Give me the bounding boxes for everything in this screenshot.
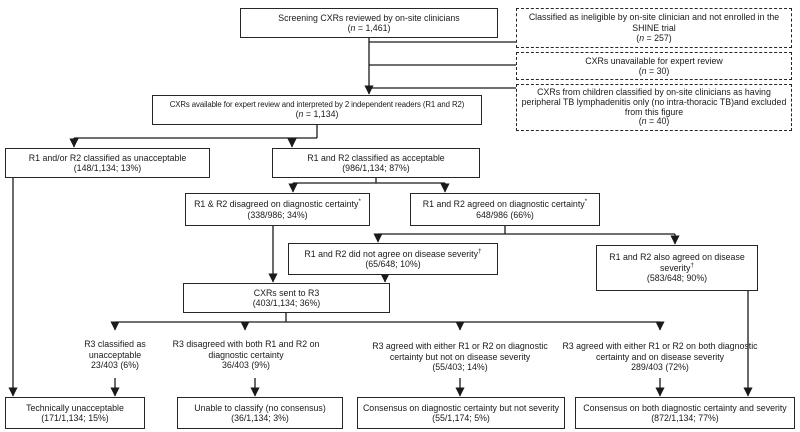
node-stat: (338/986; 34%) <box>247 209 308 220</box>
node-ineligible-excluded <box>516 8 792 48</box>
node-lymphadenitis-excluded <box>516 84 792 131</box>
node-count: (n = 257) <box>636 33 672 44</box>
node-stat: (403/1,134; 36%) <box>252 298 321 308</box>
node-stat: (583/648; 90%) <box>646 273 708 284</box>
footnote-marker: † <box>477 247 482 255</box>
node-stat: (36/1,134; 3%) <box>231 413 289 423</box>
node-title: CXRs sent to R3 <box>253 287 320 298</box>
node-stat: (55/1,174; 5%) <box>432 413 490 423</box>
node-available-for-review <box>152 95 482 125</box>
node-stat: (171/1,134; 15%) <box>41 413 109 423</box>
node-cxrs-unavailable <box>516 52 792 80</box>
node-unable-to-classify <box>177 397 343 429</box>
node-stat: (148/1,134; 13%) <box>73 163 142 173</box>
node-stat: (986/1,134; 87%) <box>342 163 410 173</box>
node-classified-unacceptable <box>5 148 210 178</box>
label-r3-agreed-certainty-only <box>352 331 568 383</box>
node-title: CXRs unavailable for expert review <box>585 55 723 66</box>
node-agreed-certainty <box>410 193 600 226</box>
label-stat: (55/403; 14%) <box>432 362 488 373</box>
label-r3-unacceptable <box>55 331 175 379</box>
node-title: CXRs from children classified by on-site clinicians as having peripheral TB lymphadenitis only (no intra-thoracic TB)and excluded from this figure <box>521 86 787 117</box>
node-title: R1 & R2 disagreed on diagnostic certainty* <box>194 198 361 210</box>
node-stat: 648/986 (66%) <box>476 209 534 220</box>
node-count: (n = 30) <box>638 66 670 76</box>
node-technically-unacceptable <box>5 397 145 429</box>
label-title: R3 disagreed with both R1 and R2 on diagnostic certainty <box>172 339 320 360</box>
footnote-marker: * <box>584 198 588 206</box>
node-count: (n = 40) <box>638 116 670 127</box>
footnote-marker: † <box>690 261 694 269</box>
label-r3-agreed-both <box>550 331 770 383</box>
node-screening-cxrs <box>240 8 498 38</box>
node-title: R1 and R2 classified as acceptable <box>307 152 445 163</box>
node-sent-to-r3 <box>183 283 390 313</box>
footnote-marker: * <box>358 198 361 206</box>
node-stat: (872/1,134; 77%) <box>651 413 719 423</box>
node-title: R1 and R2 did not agree on disease severity† <box>304 247 482 259</box>
node-title: R1 and/or R2 classified as unacceptable <box>28 152 187 163</box>
node-classified-acceptable <box>272 148 480 178</box>
label-r3-disagreed <box>158 331 334 379</box>
node-title: Screening CXRs reviewed by on-site clinicians <box>278 12 460 23</box>
label-title: R3 agreed with either R1 or R2 on both diagnostic certainty and on disease severity <box>562 341 758 362</box>
node-title: Classified as ineligible by on-site clinician and not enrolled in the SHINE trial <box>528 12 780 33</box>
node-count: (n = 1,461) <box>347 23 391 33</box>
node-title: Technically unacceptable <box>26 402 124 413</box>
label-stat: 289/403 (72%) <box>631 362 689 373</box>
node-title: Unable to classify (no consensus) <box>194 402 326 413</box>
label-stat: 36/403 (9%) <box>222 360 270 371</box>
node-consensus-both <box>575 397 795 429</box>
node-severity-agreement <box>596 245 758 291</box>
node-consensus-certainty-only <box>357 397 565 429</box>
node-title: Consensus on both diagnostic certainty and severity <box>583 402 787 413</box>
node-no-severity-agreement <box>288 243 498 275</box>
node-disagreed-certainty <box>185 193 370 226</box>
node-title: R1 and R2 agreed on diagnostic certainty* <box>422 198 588 210</box>
label-title: R3 classified as unacceptable <box>84 339 146 360</box>
node-title: Consensus on diagnostic certainty but not severity <box>362 402 560 413</box>
node-count: (n = 1,134) <box>295 109 339 120</box>
label-stat: 23/403 (6%) <box>91 360 139 371</box>
label-title: R3 agreed with either R1 or R2 on diagnostic certainty but not on disease severity <box>372 341 548 362</box>
node-title: R1 and R2 also agreed on disease severity† <box>609 252 745 273</box>
node-title: CXRs available for expert review and interpreted by 2 independent readers (R1 and R2) <box>169 100 465 110</box>
node-stat: (65/648; 10%) <box>365 259 421 269</box>
